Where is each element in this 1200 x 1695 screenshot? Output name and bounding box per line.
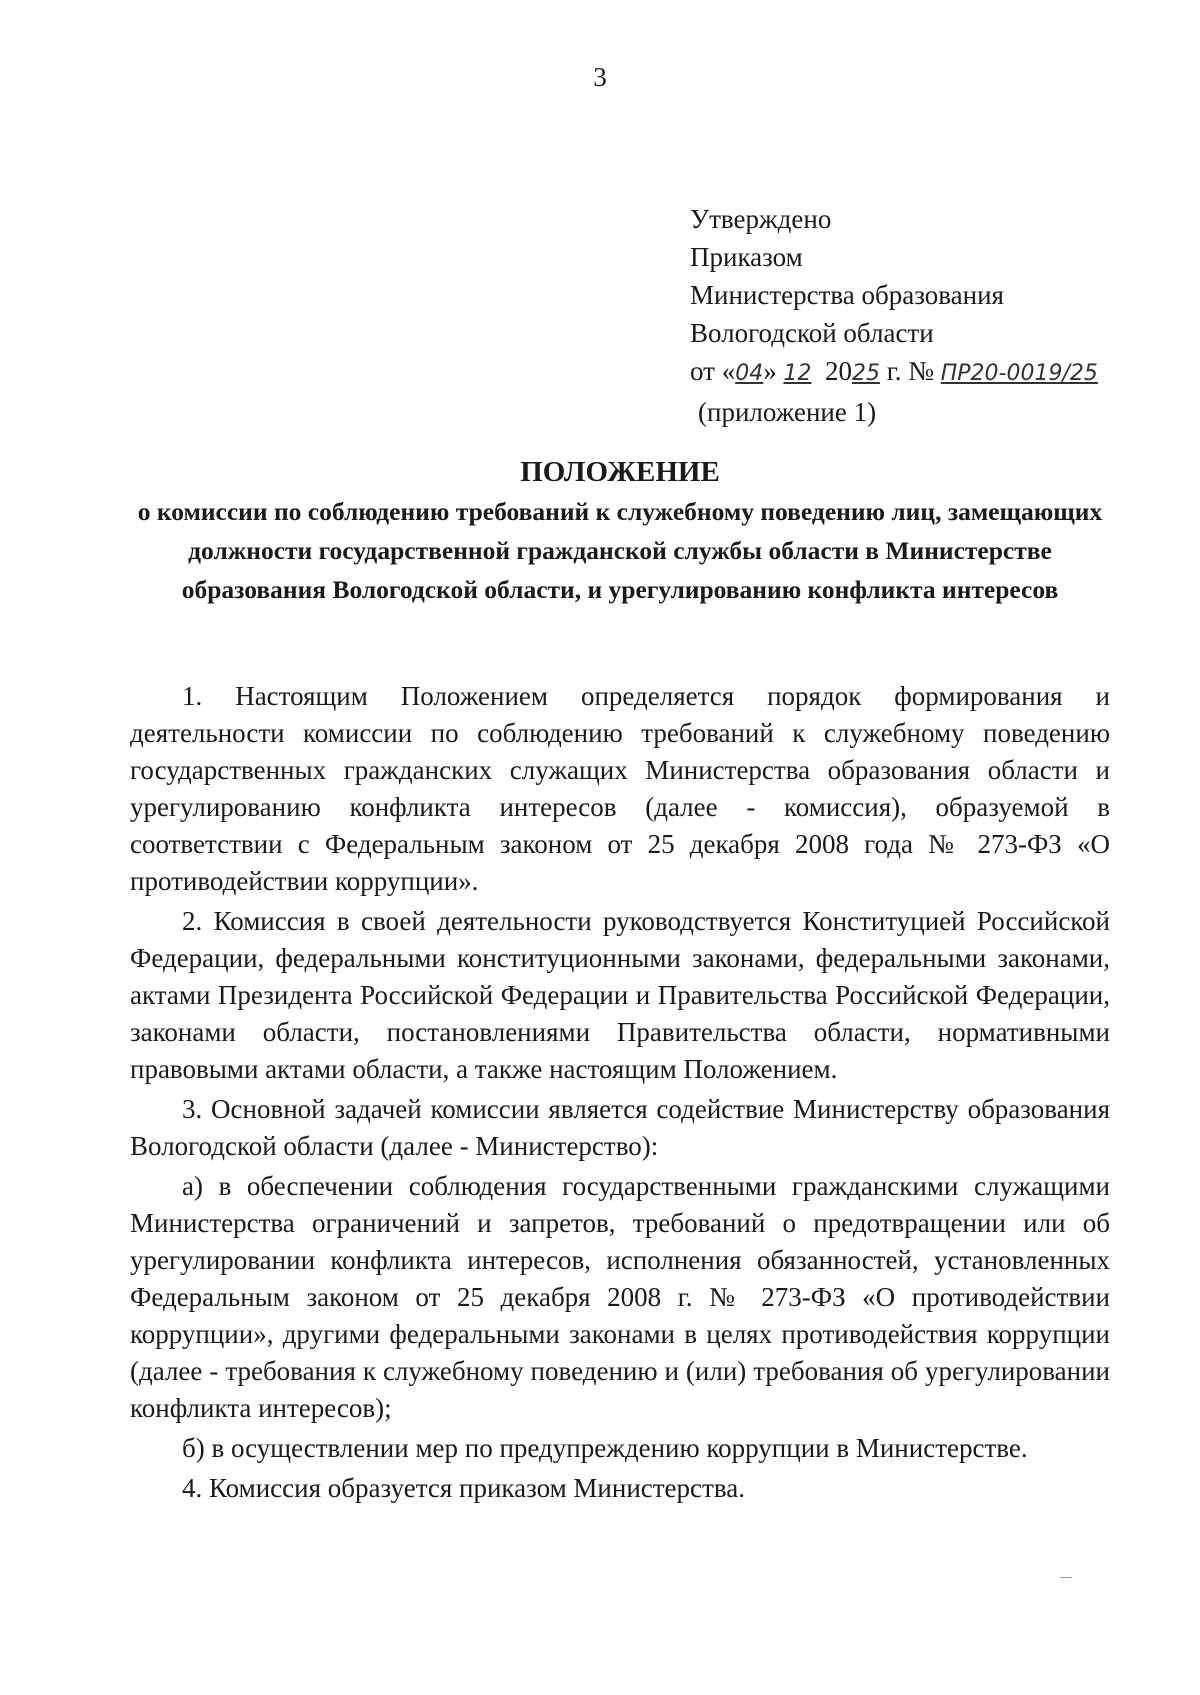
number-prefix: г. № bbox=[879, 356, 941, 386]
annex-label: (приложение 1) bbox=[698, 397, 877, 427]
paragraph-2: 2. Комиссия в своей деятельности руководствуется Конституцией Российской Федерации, федеральными конституционными законами, федеральными законами, актами Президента Российской Федерации и Правительства Российской Федерации, законами области, постановлениями Правительства области, нормативными правовыми актами области, а также настоящим Положением. bbox=[130, 906, 1110, 1084]
approval-line: Вологодской области bbox=[690, 318, 934, 348]
scan-mark bbox=[1060, 1577, 1072, 1578]
paragraph-3b: б) в осуществлении мер по предупреждению коррупции в Министерстве. bbox=[182, 1433, 1028, 1463]
handwritten-year: 25 bbox=[851, 361, 880, 386]
approval-stamp bbox=[690, 200, 1098, 431]
paragraph-4: 4. Комиссия образуется приказом Министерства. bbox=[182, 1473, 745, 1503]
handwritten-order-number: ПР20-0019/25 bbox=[940, 361, 1098, 386]
date-day-close: » bbox=[763, 356, 777, 386]
approval-date-line bbox=[690, 352, 1098, 393]
approval-line: Министерства образования bbox=[690, 280, 1004, 310]
handwritten-day: 04 bbox=[735, 361, 764, 386]
document-subtitle: о комиссии по соблюдению требований к служебному поведению лиц, замещающих должности государственной гражданской службы области в Министерстве образования Вологодской области, и урегулированию конфликта интересов bbox=[137, 497, 1103, 604]
document-heading bbox=[130, 452, 1110, 609]
approval-line: Утверждено bbox=[690, 204, 832, 234]
paragraph-3a: а) в обеспечении соблюдения государственными гражданскими служащими Министерства ограничений и запретов, требований о предотвращении или об урегулировании конфликта интересов, исполнения обязанностей, установленных Федеральным законом от 25 декабря 2008 г. № 273-ФЗ «О противодействии коррупции», другими федеральными законами в целях противодействия коррупции (далее - требования к служебному поведению и (или) требования об урегулировании конфликта интересов); bbox=[130, 1171, 1110, 1423]
page-number: 3 bbox=[593, 62, 607, 92]
paragraph-1: 1. Настоящим Положением определяется порядок формирования и деятельности комиссии по соблюдению требований к служебному поведению государственных гражданских служащих Министерства образования области и урегулированию конфликта интересов (далее - комиссия), образуемой в соответствии с Федеральным законом от 25 декабря 2008 года № 273-ФЗ «О противодействии коррупции». bbox=[130, 681, 1110, 896]
year-prefix: 20 bbox=[824, 356, 852, 386]
date-prefix: от « bbox=[690, 356, 736, 386]
document-body bbox=[130, 678, 1110, 1507]
approval-line: Приказом bbox=[690, 242, 803, 272]
paragraph-3: 3. Основной задачей комиссии является содействие Министерству образования Вологодской области (далее - Министерство): bbox=[130, 1094, 1110, 1161]
document-title: ПОЛОЖЕНИЕ bbox=[520, 456, 720, 488]
handwritten-month: 12 bbox=[783, 361, 812, 386]
